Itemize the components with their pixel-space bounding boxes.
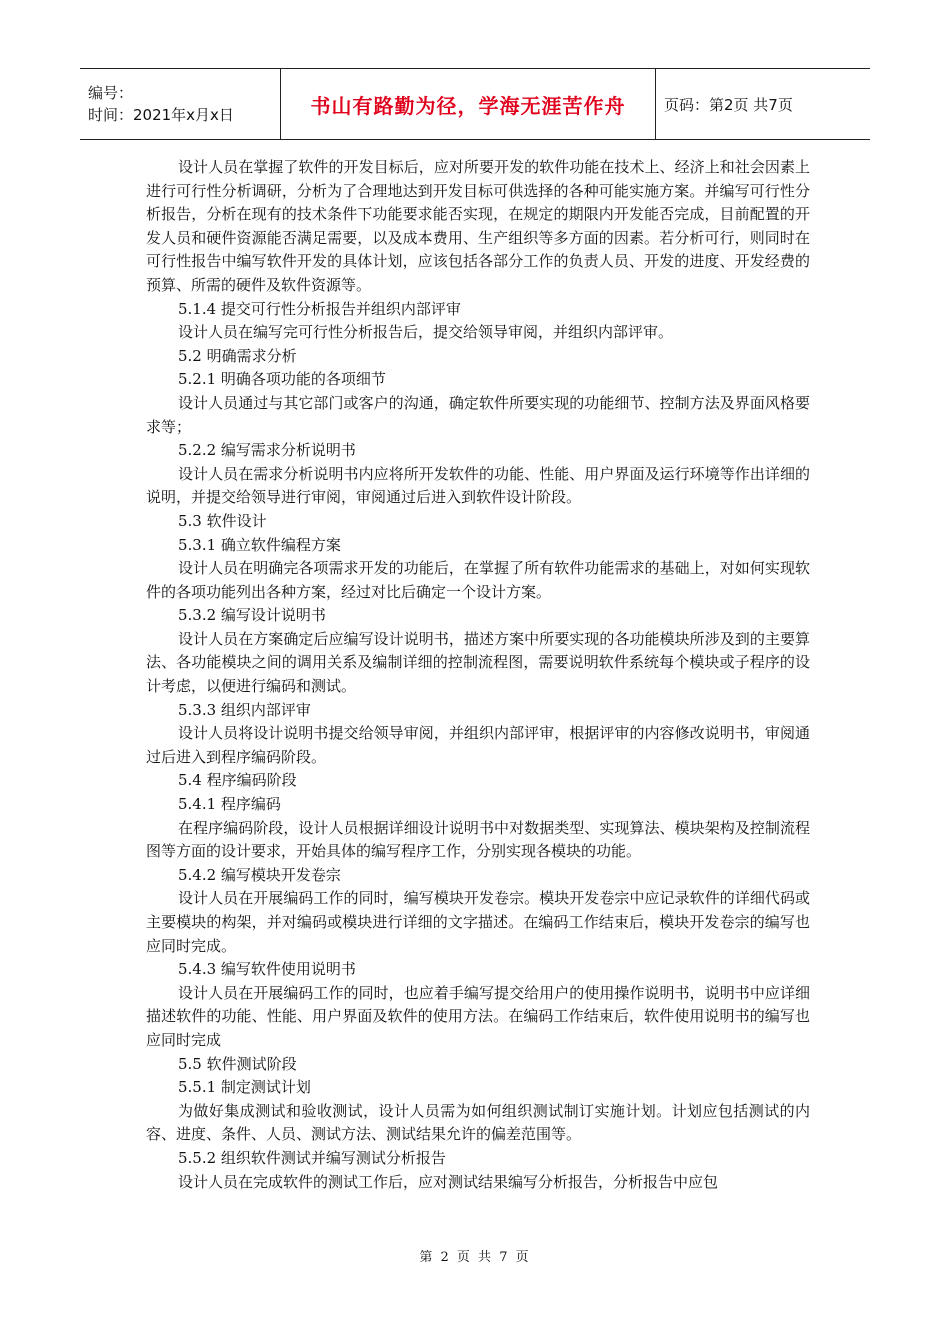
- document-body: [146, 156, 810, 1194]
- body-paragraph: 设计人员通过与其它部门或客户的沟通，确定软件所要实现的功能细节、控制方法及界面风格要求等；: [146, 393, 810, 436]
- page-footer: 第 2 页 共 7 页: [419, 1250, 531, 1265]
- header-page-label: 页码：第2页 共7页: [664, 95, 793, 114]
- section-heading: 5.5.2 组织软件测试并编写测试分析报告: [178, 1148, 446, 1167]
- body-paragraph: 设计人员在完成软件的测试工作后，应对测试结果编写分析报告，分析报告中应包: [178, 1172, 719, 1191]
- body-paragraph: 设计人员在编写完可行性分析报告后，提交给领导审阅，并组织内部评审。: [178, 323, 674, 342]
- section-heading: 5.3.2 编写设计说明书: [178, 606, 326, 625]
- section-heading: 5.4 程序编码阶段: [178, 771, 297, 790]
- header-motto-cell: [280, 69, 656, 139]
- body-paragraph: 在程序编码阶段，设计人员根据详细设计说明书中对数据类型、实现算法、模块架构及控制流程图等方面的设计要求，开始具体的编写程序工作，分别实现各模块的功能。: [146, 818, 810, 861]
- section-heading: 5.2.1 明确各项功能的各项细节: [178, 370, 386, 389]
- body-paragraph: 设计人员在明确完各项需求开发的功能后，在掌握了所有软件功能需求的基础上，对如何实现软件的各项功能列出各种方案，经过对比后确定一个设计方案。: [146, 559, 810, 601]
- time-label: 时间：2021年x月x日: [88, 106, 234, 124]
- doc-number-label: 编号：: [88, 84, 134, 102]
- section-heading: 5.1.4 提交可行性分析报告并组织内部评审: [178, 299, 461, 318]
- section-heading: 5.3.3 组织内部评审: [178, 700, 311, 719]
- header-page-cell: [656, 69, 870, 139]
- body-paragraph: 设计人员在掌握了软件的开发目标后，应对所要开发的软件功能在技术上、经济上和社会因素上进行可行性分析调研，分析为了合理地达到开发目标可供选择的各种可能实施方案。并编写可行性分析报告，分析在现有的技术条件下功能要求能否实现，在规定的期限内开发能否完成，目前配置的开发人员和硬件资源能否满足需要，以及成本费用、生产组织等多方面的因素。若分析可行，则同时在可行性报告中编写软件开发的具体计划，应该包括各部分工作的负责人员、开发的进度、开发经费的预算、所需的硬件及软件资源等。: [146, 158, 810, 294]
- header-meta: [80, 69, 280, 139]
- section-heading: 5.3 软件设计: [178, 511, 267, 530]
- section-heading: 5.2 明确需求分析: [178, 346, 297, 365]
- section-heading: 5.2.2 编写需求分析说明书: [178, 441, 356, 460]
- page-header: [80, 68, 870, 140]
- header-motto: 书山有路勤为径，学海无涯苦作舟: [310, 93, 626, 118]
- section-heading: 5.5 软件测试阶段: [178, 1054, 297, 1073]
- section-heading: 5.4.2 编写模块开发卷宗: [178, 865, 341, 884]
- body-paragraph: 设计人员在开展编码工作的同时，也应着手编写提交给用户的使用操作说明书，说明书中应详细描述软件的功能、性能、用户界面及软件的使用方法。在编码工作结束后，软件使用说明书的编写也应同时完成: [146, 983, 810, 1049]
- body-paragraph: 设计人员在方案确定后应编写设计说明书，描述方案中所要实现的各功能模块所涉及到的主要算法、各功能模块之间的调用关系及编制详细的控制流程图，需要说明软件系统每个模块或子程序的设计考虑，以便进行编码和测试。: [146, 629, 810, 696]
- body-paragraph: 设计人员将设计说明书提交给领导审阅，并组织内部评审，根据评审的内容修改说明书，审阅通过后进入到程序编码阶段。: [146, 724, 810, 766]
- section-heading: 5.4.1 程序编码: [178, 795, 281, 814]
- section-heading: 5.4.3 编写软件使用说明书: [178, 960, 356, 979]
- section-heading: 5.3.1 确立软件编程方案: [178, 535, 341, 554]
- body-paragraph: 设计人员在需求分析说明书内应将所开发软件的功能、性能、用户界面及运行环境等作出详细的说明，并提交给领导进行审阅，审阅通过后进入到软件设计阶段。: [146, 464, 810, 507]
- body-paragraph: 为做好集成测试和验收测试，设计人员需为如何组织测试制订实施计划。计划应包括测试的内容、进度、条件、人员、测试方法、测试结果允许的偏差范围等。: [146, 1101, 810, 1144]
- body-paragraph: 设计人员在开展编码工作的同时，编写模块开发卷宗。模块开发卷宗中应记录软件的详细代码或主要模块的构架，并对编码或模块进行详细的文字描述。在编码工作结束后，模块开发卷宗的编写也应同时完成。: [146, 889, 810, 955]
- section-heading: 5.5.1 制定测试计划: [178, 1078, 311, 1097]
